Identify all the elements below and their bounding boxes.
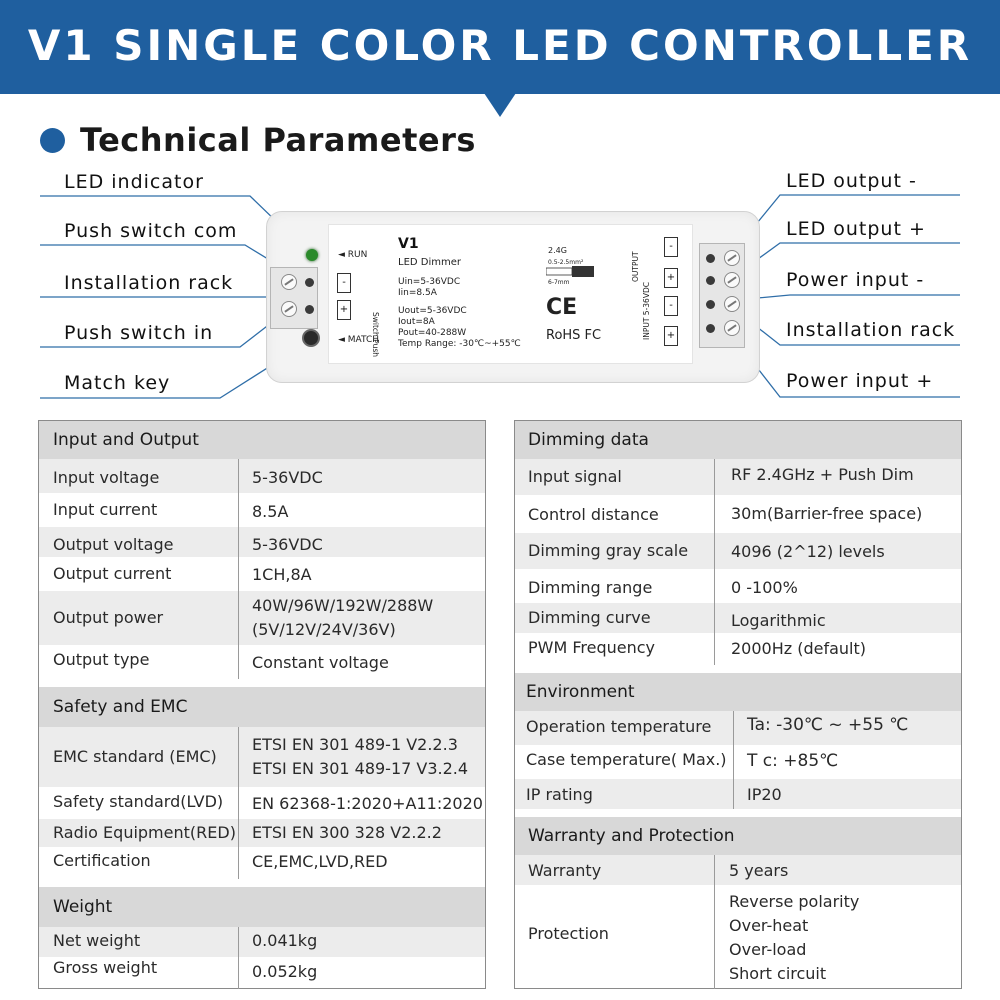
device-input-label: INPUT 5-36VDC [642,282,651,340]
row-value: T c: +85℃ [747,751,839,771]
row-label: Dimming curve [528,608,651,627]
row-value: 0.041kg [252,931,318,950]
match-key-button[interactable] [302,329,320,347]
column-divider [714,855,715,989]
ce-mark: CE [546,295,578,320]
device-model: V1 [398,236,419,252]
led-indicator-icon [306,249,318,261]
row-value: RF 2.4GHz + Push Dim [731,465,914,484]
spec-table-right [514,420,962,989]
row-value: IP20 [747,785,782,804]
row-label: Output power [53,608,164,627]
switch-plus-box: + [337,300,351,320]
row-value: 4096 (2^12) levels [731,542,885,561]
row-label: EMC standard (EMC) [53,747,217,766]
row-label: Gross weight [53,958,158,977]
callout-led-output-minus: LED output - [786,170,917,192]
terminal-hole-icon [706,324,715,333]
section-title: Technical Parameters [80,121,476,159]
device-iout: Iout=8A [398,317,435,327]
row-value: Over-heat [729,916,809,935]
screw-icon [281,274,297,290]
row-label: Output voltage [53,535,174,554]
row-label: Protection [528,924,609,943]
section-environment: Environment [526,682,635,702]
row-value: CE,EMC,LVD,RED [252,852,388,871]
row-value: Reverse polarity [729,892,860,911]
column-divider [238,927,239,989]
switch-push-label: Switch Push [371,312,380,357]
input-minus-box: - [664,296,678,316]
row-value: Ta: -30℃ ~ +55 ℃ [747,715,909,735]
callout-led-indicator: LED indicator [64,171,204,193]
device-iin: Iin=8.5A [398,288,437,298]
callout-power-input-minus: Power input - [786,269,925,291]
row-value: 30m(Barrier-free space) [731,504,923,523]
section-warranty-protection: Warranty and Protection [528,826,735,846]
row-value: Short circuit [729,964,827,983]
column-divider [238,459,239,679]
section-dimming-data: Dimming data [528,430,649,450]
row-value: 40W/96W/192W/288W [252,596,434,615]
device-name: LED Dimmer [398,257,461,268]
row-value: Logarithmic [731,611,826,630]
output-plus-box: + [664,268,678,288]
rohs-fc-mark: RoHS FC [546,328,602,343]
row-label: IP rating [526,785,593,804]
terminal-hole-icon [305,278,314,287]
screw-icon [724,250,740,266]
row-value: 5 years [729,861,789,880]
row-label: Output type [53,650,150,669]
terminal-hole-icon [706,254,715,263]
device-temp: Temp Range: -30℃~+55℃ [398,339,521,349]
column-divider [714,459,715,665]
page-title: V1 SINGLE COLOR LED CONTROLLER [27,21,973,70]
row-value: ETSI EN 301 489-17 V3.2.4 [252,759,469,778]
row-label: Safety standard(LVD) [53,792,224,811]
device-uout: Uout=5-36VDC [398,306,467,316]
row-label: Operation temperature [526,717,712,736]
section-safety-emc: Safety and EMC [53,697,188,717]
row-value: Constant voltage [252,653,389,672]
row-value: ETSI EN 300 328 V2.2.2 [252,823,442,842]
row-label: Certification [53,851,151,870]
device-pout: Pout=40-288W [398,328,467,338]
row-label: Input signal [528,467,622,486]
row-label: Net weight [53,931,141,950]
callout-installation-rack-right: Installation rack [786,319,956,341]
row-value: Over-load [729,940,807,959]
row-value: 0.052kg [252,962,318,981]
output-minus-box: - [664,237,678,257]
wire-strip-icon [546,265,596,279]
callout-led-output-plus: LED output + [786,218,926,240]
row-value: 0 -100% [731,578,798,597]
row-label: Input voltage [53,468,160,487]
callout-power-input-plus: Power input + [786,370,934,392]
row-value: EN 62368-1:2020+A11:2020 [252,794,483,813]
callout-push-switch-in: Push switch in [64,322,214,344]
device-output-label: OUTPUT [631,251,640,282]
screw-icon [281,301,297,317]
row-value: 2000Hz (default) [731,639,867,658]
spec-table-left [38,420,486,989]
row-value: ETSI EN 301 489-1 V2.2.3 [252,735,458,754]
row-value: 5-36VDC [252,535,323,554]
row-label: Radio Equipment(RED) [53,823,236,842]
row-value: 1CH,8A [252,565,312,584]
terminal-hole-icon [305,305,314,314]
callout-installation-rack-left: Installation rack [64,272,234,294]
screw-icon [724,320,740,336]
row-label: Case temperature( Max.) [526,750,727,769]
screw-icon [724,272,740,288]
column-divider [238,727,239,879]
device-rf: 2.4G [548,246,567,255]
row-label: Output current [53,564,172,583]
device-match-label: ◄ MATCH [338,335,380,345]
terminal-hole-icon [706,300,715,309]
row-value: 8.5A [252,502,289,521]
row-label: Dimming range [528,578,653,597]
row-value: 5-36VDC [252,468,323,487]
terminal-hole-icon [706,276,715,285]
row-label: PWM Frequency [528,638,656,657]
callout-match-key: Match key [64,372,171,394]
column-divider [733,711,734,809]
screw-icon [724,296,740,312]
row-value: (5V/12V/24V/36V) [252,620,396,639]
row-label: Dimming gray scale [528,541,689,560]
callout-push-switch-com: Push switch com [64,220,238,242]
row-label: Input current [53,500,158,519]
device-wire: 0.5-2.5mm² [548,259,584,266]
device-uin: Uin=5-36VDC [398,277,461,287]
device-strip: 6-7mm [548,279,570,286]
switch-minus-box: - [337,273,351,293]
row-label: Control distance [528,505,659,524]
input-plus-box: + [664,326,678,346]
section-input-output: Input and Output [53,430,199,450]
row-label: Warranty [528,861,602,880]
device-run-label: ◄ RUN [338,250,368,260]
section-weight: Weight [53,897,113,917]
